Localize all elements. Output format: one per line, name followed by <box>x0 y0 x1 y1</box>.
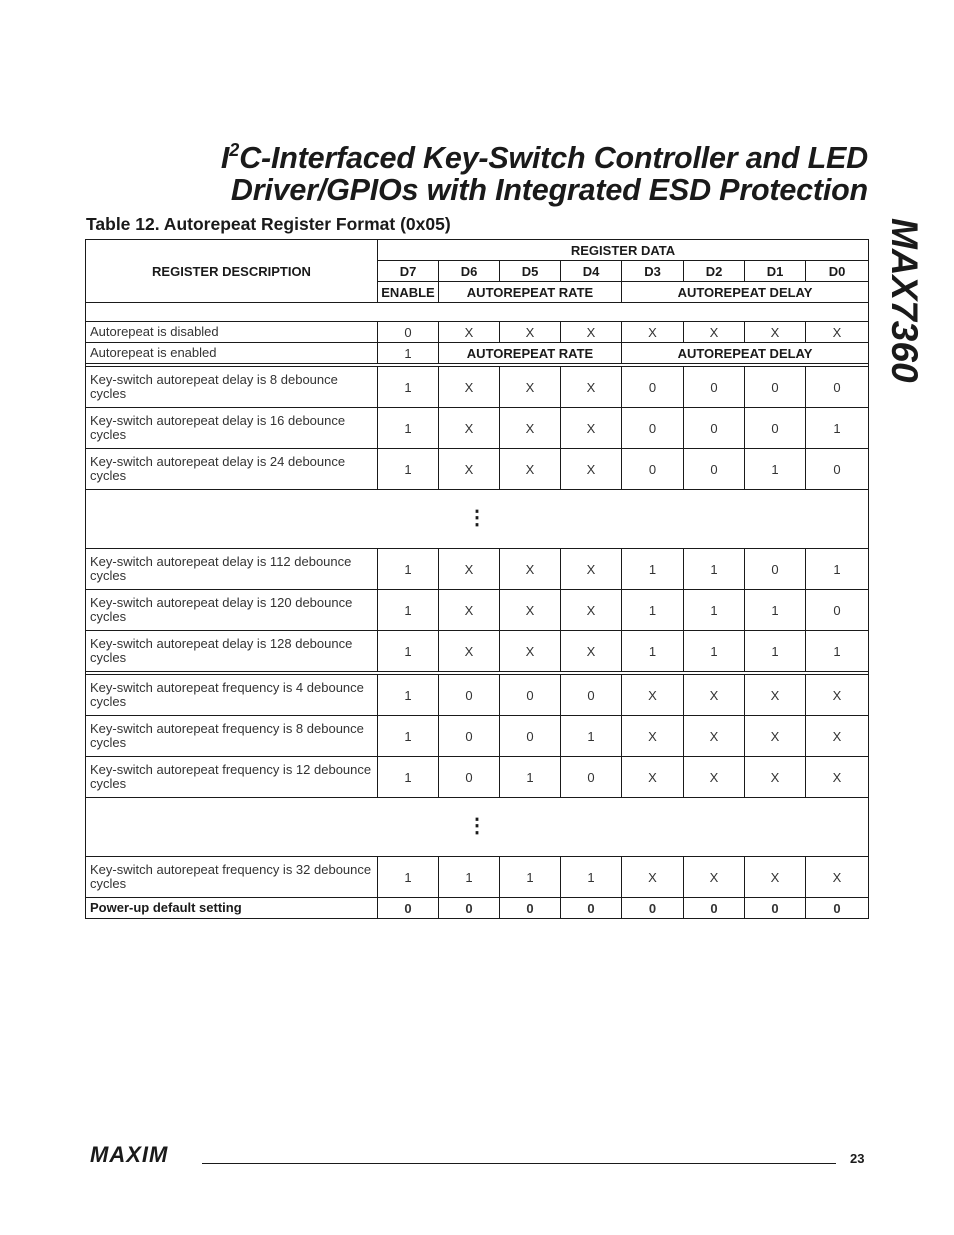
header-bit-d5: D5 <box>500 261 561 282</box>
bit-value-d0: 1 <box>806 631 869 672</box>
table-row <box>86 631 869 672</box>
table-row <box>86 898 869 919</box>
bit-value-d3: 0 <box>622 449 684 490</box>
table-row <box>86 857 869 898</box>
bit-value-d3: X <box>622 857 684 898</box>
title-line-1 <box>68 134 868 174</box>
bit-value-d6: 0 <box>439 757 500 798</box>
table-row <box>86 590 869 631</box>
bit-value-d7: 1 <box>378 631 439 672</box>
bit-value-d5: 0 <box>500 898 561 919</box>
bit-value-d5: X <box>500 449 561 490</box>
header-autorepeat-rate: AUTOREPEAT RATE <box>439 282 622 303</box>
bit-value-d1: X <box>745 757 806 798</box>
vertical-ellipsis: ⋮ <box>467 506 487 529</box>
header-register-description: REGISTER DESCRIPTION <box>86 240 378 303</box>
table-row <box>86 449 869 490</box>
autorepeat-delay-span: AUTOREPEAT DELAY <box>622 343 869 364</box>
bit-value-d4: X <box>561 631 622 672</box>
bit-value-d0: X <box>806 757 869 798</box>
header-enable: ENABLE <box>378 282 439 303</box>
bit-value-d0: 1 <box>806 549 869 590</box>
bit-value-d2: 0 <box>684 449 745 490</box>
bit-value-d5: 1 <box>500 757 561 798</box>
bit-value-d3: X <box>622 322 684 343</box>
bit-value-d1: 0 <box>745 898 806 919</box>
bit-value-d6: X <box>439 590 500 631</box>
header-register-data: REGISTER DATA <box>378 240 869 261</box>
row-description: Power-up default setting <box>86 898 378 919</box>
bit-value-d7: 1 <box>378 549 439 590</box>
bit-value-d5: X <box>500 631 561 672</box>
bit-value-d6: 1 <box>439 857 500 898</box>
page-title <box>68 134 868 206</box>
bit-value-d0: 0 <box>806 367 869 408</box>
bit-value-d1: 0 <box>745 408 806 449</box>
bit-value-d7: 1 <box>378 675 439 716</box>
bit-value-d1: 1 <box>745 631 806 672</box>
bit-value-d2: 0 <box>684 367 745 408</box>
bit-value-d7: 1 <box>378 590 439 631</box>
header-bit-d0: D0 <box>806 261 869 282</box>
page-number: 23 <box>850 1151 865 1166</box>
row-description: Key-switch autorepeat frequency is 4 debounce cycles <box>86 675 378 716</box>
bit-value-d3: 1 <box>622 590 684 631</box>
row-description: Key-switch autorepeat delay is 128 debounce cycles <box>86 631 378 672</box>
bit-value-d5: X <box>500 408 561 449</box>
bit-value-d4: 1 <box>561 716 622 757</box>
bit-value-d0: 0 <box>806 898 869 919</box>
bit-value-d5: 1 <box>500 857 561 898</box>
bit-value-d5: X <box>500 322 561 343</box>
bit-value-d1: 1 <box>745 590 806 631</box>
bit-value-d0: 0 <box>806 590 869 631</box>
bit-value-d3: 1 <box>622 549 684 590</box>
bit-value-d2: X <box>684 675 745 716</box>
table-row <box>86 757 869 798</box>
bit-value-d2: 1 <box>684 631 745 672</box>
bit-value-d1: X <box>745 322 806 343</box>
bit-value-d6: X <box>439 631 500 672</box>
table-caption: Table 12. Autorepeat Register Format (0x05) <box>86 214 451 234</box>
bit-value-d2: X <box>684 857 745 898</box>
header-bit-d2: D2 <box>684 261 745 282</box>
bit-value-d4: 0 <box>561 757 622 798</box>
bit-value-d0: X <box>806 857 869 898</box>
bit-value-d6: X <box>439 322 500 343</box>
ellipsis-row <box>86 490 869 549</box>
header-bit-d3: D3 <box>622 261 684 282</box>
bit-value-d4: X <box>561 408 622 449</box>
bit-value-d3: 0 <box>622 898 684 919</box>
bit-value-d0: X <box>806 675 869 716</box>
bit-value-d7: 0 <box>378 898 439 919</box>
bit-value-d4: X <box>561 367 622 408</box>
table-row <box>86 367 869 408</box>
bit-value-d6: 0 <box>439 675 500 716</box>
bit-value-d1: X <box>745 857 806 898</box>
bit-value-d3: 1 <box>622 631 684 672</box>
bit-value-d6: 0 <box>439 716 500 757</box>
bit-value-d4: 1 <box>561 857 622 898</box>
table-row <box>86 322 869 343</box>
row-description: Key-switch autorepeat delay is 112 debounce cycles <box>86 549 378 590</box>
header-bit-d4: D4 <box>561 261 622 282</box>
table-row <box>86 549 869 590</box>
table-row <box>86 343 869 364</box>
bit-value-d6: X <box>439 449 500 490</box>
bit-value-d5: X <box>500 549 561 590</box>
header-autorepeat-delay: AUTOREPEAT DELAY <box>622 282 869 303</box>
bit-value-d5: 0 <box>500 716 561 757</box>
bit-value-d1: 1 <box>745 449 806 490</box>
bit-value-d7: 1 <box>378 757 439 798</box>
bit-value-d0: X <box>806 716 869 757</box>
row-description: Key-switch autorepeat delay is 24 debounce cycles <box>86 449 378 490</box>
bit-value-d2: 0 <box>684 898 745 919</box>
bit-value-d3: X <box>622 716 684 757</box>
row-description: Key-switch autorepeat delay is 8 debounce cycles <box>86 367 378 408</box>
bit-value-d6: X <box>439 408 500 449</box>
header-bit-d1: D1 <box>745 261 806 282</box>
bit-value-d2: 0 <box>684 408 745 449</box>
bit-value-d5: X <box>500 367 561 408</box>
bit-value-d7: 1 <box>378 367 439 408</box>
bit-value-d3: 0 <box>622 367 684 408</box>
side-part-number: MAX7360 <box>884 218 925 383</box>
bit-value-d7: 1 <box>378 716 439 757</box>
bit-value-d7: 1 <box>378 857 439 898</box>
bit-value-d6: X <box>439 549 500 590</box>
table-spacer-row <box>86 303 869 322</box>
bit-value-d7: 0 <box>378 322 439 343</box>
bit-value-d3: 0 <box>622 408 684 449</box>
bit-value-d5: X <box>500 590 561 631</box>
title-line-2: Driver/GPIOs with Integrated ESD Protection <box>230 173 868 207</box>
row-description: Key-switch autorepeat frequency is 12 debounce cycles <box>86 757 378 798</box>
row-description: Key-switch autorepeat delay is 16 debounce cycles <box>86 408 378 449</box>
maxim-logo: MAXIM <box>90 1142 169 1167</box>
header-bit-d6: D6 <box>439 261 500 282</box>
bit-value-d4: X <box>561 590 622 631</box>
bit-value-d7: 1 <box>378 408 439 449</box>
footer-divider <box>202 1163 836 1164</box>
title-prefix: I <box>220 141 230 175</box>
bit-value-d2: 1 <box>684 590 745 631</box>
row-description: Key-switch autorepeat delay is 120 debounce cycles <box>86 590 378 631</box>
bit-value-d5: 0 <box>500 675 561 716</box>
bit-value-d1: 0 <box>745 549 806 590</box>
bit-value-d2: 1 <box>684 549 745 590</box>
bit-value-d1: X <box>745 716 806 757</box>
bit-value-d4: 0 <box>561 675 622 716</box>
bit-value-d1: X <box>745 675 806 716</box>
bit-value-d4: X <box>561 549 622 590</box>
bit-value-d4: 0 <box>561 898 622 919</box>
title-superscript: 2 <box>229 140 240 160</box>
ellipsis-row <box>86 798 869 857</box>
bit-value-d7: 1 <box>378 449 439 490</box>
row-description: Autorepeat is disabled <box>86 322 378 343</box>
bit-value-d7: 1 <box>378 343 439 364</box>
vertical-ellipsis: ⋮ <box>467 814 487 837</box>
row-description: Key-switch autorepeat frequency is 8 debounce cycles <box>86 716 378 757</box>
bit-value-d4: X <box>561 322 622 343</box>
bit-value-d0: 1 <box>806 408 869 449</box>
header-bit-d7: D7 <box>378 261 439 282</box>
bit-value-d2: X <box>684 716 745 757</box>
table-row <box>86 716 869 757</box>
row-description: Key-switch autorepeat frequency is 32 debounce cycles <box>86 857 378 898</box>
bit-value-d3: X <box>622 757 684 798</box>
bit-value-d1: 0 <box>745 367 806 408</box>
bit-value-d2: X <box>684 757 745 798</box>
bit-value-d6: X <box>439 367 500 408</box>
bit-value-d0: X <box>806 322 869 343</box>
autorepeat-register-table <box>85 239 869 919</box>
bit-value-d0: 0 <box>806 449 869 490</box>
bit-value-d3: X <box>622 675 684 716</box>
autorepeat-rate-span: AUTOREPEAT RATE <box>439 343 622 364</box>
table-row <box>86 408 869 449</box>
bit-value-d6: 0 <box>439 898 500 919</box>
title-line-1-text: C-Interfaced Key-Switch Controller and LED <box>239 141 868 175</box>
bit-value-d2: X <box>684 322 745 343</box>
row-description: Autorepeat is enabled <box>86 343 378 364</box>
bit-value-d4: X <box>561 449 622 490</box>
table-row <box>86 675 869 716</box>
